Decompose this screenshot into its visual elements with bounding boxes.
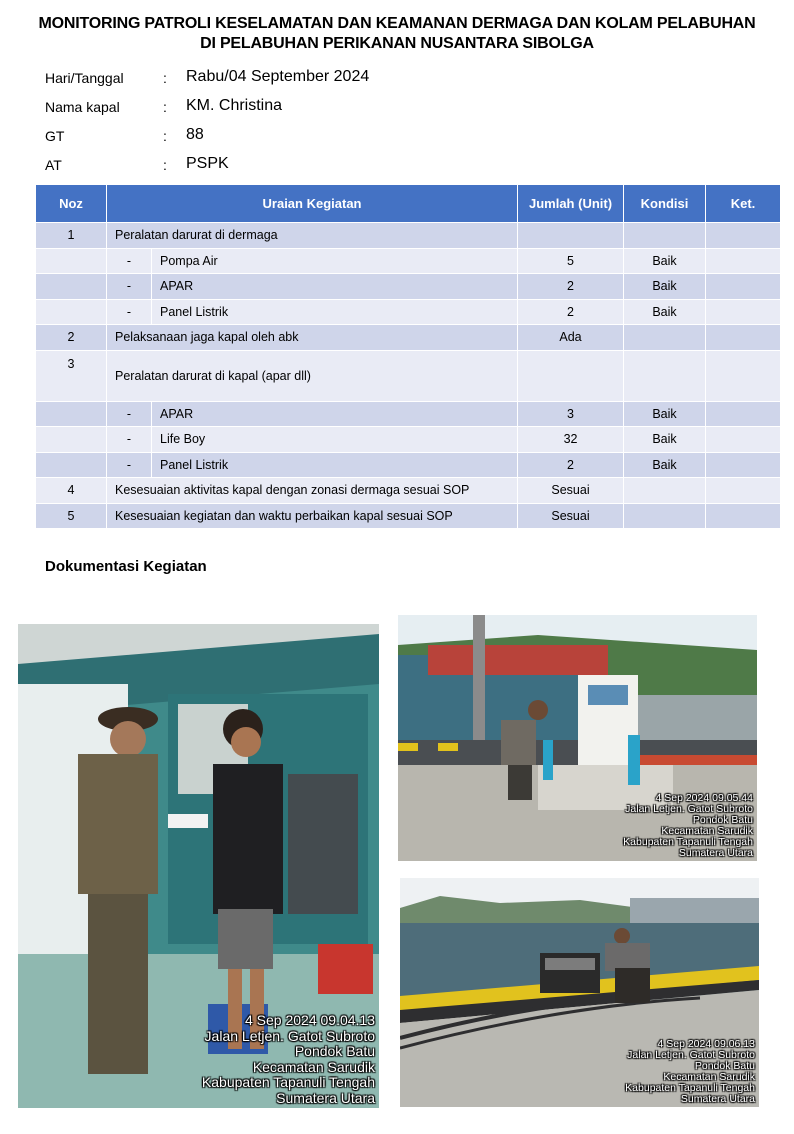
cell-kondisi: Baik: [624, 452, 706, 478]
cell-dash: -: [107, 274, 152, 300]
stamp-line: Jalan Letjen. Gatot Subroto: [627, 1049, 755, 1061]
cell-dash: -: [107, 401, 152, 427]
info-colon: :: [163, 128, 167, 144]
table-row: [36, 248, 781, 274]
cell-dash: -: [107, 452, 152, 478]
title-line-2: DI PELABUHAN PERIKANAN NUSANTARA SIBOLGA: [200, 35, 594, 52]
cell-ket: [706, 274, 781, 300]
cell-no: 4: [36, 478, 107, 504]
stamp-line: Pondok Batu: [692, 814, 753, 826]
header-kondisi: Kondisi: [624, 185, 706, 223]
cell-jumlah: Sesuai: [518, 478, 624, 504]
table-row: [36, 427, 781, 453]
info-value: PSPK: [186, 155, 229, 172]
photo-stamp: [625, 1039, 755, 1105]
cell-ket: [706, 401, 781, 427]
info-value: Rabu/04 September 2024: [186, 68, 370, 85]
header-ket: Ket.: [706, 185, 781, 223]
cell-kondisi: [624, 223, 706, 249]
cell-no: 3: [36, 350, 107, 401]
cell-ket: [706, 478, 781, 504]
cell-item: APAR: [152, 274, 518, 300]
info-colon: :: [163, 99, 167, 115]
stamp-line: Sumatera Utara: [680, 1093, 755, 1105]
stamp-line: 4 Sep 2024 09.04.13: [244, 1012, 375, 1028]
cell-ket: [706, 325, 781, 351]
info-value: 88: [186, 126, 204, 143]
cell-kondisi: Baik: [624, 274, 706, 300]
table-row: [36, 299, 781, 325]
cell-jumlah: 2: [518, 299, 624, 325]
cell-ket: [706, 248, 781, 274]
pump-photo: [398, 615, 757, 861]
cell-ket: [706, 503, 781, 529]
cell-no: 1: [36, 223, 107, 249]
header-jumlah: Jumlah (Unit): [518, 185, 624, 223]
info-colon: :: [163, 157, 167, 173]
cell-item: Peralatan darurat di kapal (apar dll): [107, 350, 518, 401]
cell-jumlah: 32: [518, 427, 624, 453]
cell-ket: [706, 223, 781, 249]
cell-kondisi: Baik: [624, 248, 706, 274]
info-colon: :: [163, 70, 167, 86]
cell-item: Kesesuaian kegiatan dan waktu perbaikan kapal sesuai SOP: [107, 503, 518, 529]
stamp-line: Kabupaten Tapanuli Tengah: [201, 1074, 375, 1090]
info-row-at: [45, 153, 445, 182]
table-row: [36, 325, 781, 351]
cell-jumlah: 2: [518, 274, 624, 300]
cell-no: [36, 248, 107, 274]
cell-kondisi: [624, 325, 706, 351]
info-value: KM. Christina: [186, 97, 283, 114]
stamp-line: Jalan Letjen. Gatot Subroto: [204, 1027, 375, 1044]
cell-kondisi: Baik: [624, 299, 706, 325]
cell-jumlah: Ada: [518, 325, 624, 351]
table-row: [36, 350, 781, 401]
stamp-line: Sumatera Utara: [276, 1089, 375, 1106]
cell-kondisi: Baik: [624, 427, 706, 453]
table-row: [36, 503, 781, 529]
cell-kondisi: [624, 350, 706, 401]
header-no: Noz: [36, 185, 107, 223]
inspection-photo: [18, 624, 379, 1108]
cell-jumlah: [518, 350, 624, 401]
table-row: [36, 478, 781, 504]
stamp-line: Kecamatan Sarudik: [252, 1058, 375, 1075]
photo-stamp: [623, 793, 753, 859]
cell-dash: -: [107, 427, 152, 453]
cell-jumlah: Sesuai: [518, 503, 624, 529]
activity-table: [35, 184, 781, 529]
cell-no: [36, 452, 107, 478]
info-label: Nama kapal: [45, 99, 120, 115]
cell-ket: [706, 299, 781, 325]
title-line-1: MONITORING PATROLI KESELAMATAN DAN KEAMANAN DERMAGA DAN KOLAM PELABUHAN: [38, 15, 756, 32]
cell-no: [36, 274, 107, 300]
cell-ket: [706, 452, 781, 478]
cell-kondisi: [624, 503, 706, 529]
cell-jumlah: [518, 223, 624, 249]
stamp-line: Pondok Batu: [294, 1043, 375, 1059]
stamp-line: Sumatera Utara: [678, 847, 753, 859]
cell-jumlah: 3: [518, 401, 624, 427]
cell-no: [36, 427, 107, 453]
header-uraian: Uraian Kegiatan: [107, 185, 518, 223]
cell-dash: -: [107, 299, 152, 325]
cell-item: Panel Listrik: [152, 299, 518, 325]
stamp-line: 4 Sep 2024 09.05.44: [655, 792, 753, 804]
cell-item: Pompa Air: [152, 248, 518, 274]
cell-kondisi: Baik: [624, 401, 706, 427]
stamp-line: 4 Sep 2024 09.06.13: [657, 1038, 755, 1050]
cell-kondisi: [624, 478, 706, 504]
cell-no: [36, 401, 107, 427]
cell-no: 2: [36, 325, 107, 351]
photo-stamp: [202, 1013, 375, 1106]
table-row: [36, 274, 781, 300]
stamp-line: Jalan Letjen. Gatot Subroto: [625, 803, 753, 815]
stamp-line: Kecamatan Sarudik: [663, 1071, 755, 1083]
info-row-ship: [45, 95, 445, 124]
cell-no: [36, 299, 107, 325]
panel-photo: [400, 878, 759, 1107]
table-row: [36, 223, 781, 249]
cell-jumlah: 2: [518, 452, 624, 478]
stamp-line: Kecamatan Sarudik: [661, 825, 753, 837]
cell-item: Kesesuaian aktivitas kapal dengan zonasi dermaga sesuai SOP: [107, 478, 518, 504]
cell-ket: [706, 350, 781, 401]
info-label: GT: [45, 128, 65, 144]
cell-dash: -: [107, 248, 152, 274]
document-title: [0, 14, 794, 54]
cell-ket: [706, 427, 781, 453]
stamp-line: Pondok Batu: [694, 1060, 755, 1072]
cell-no: 5: [36, 503, 107, 529]
stamp-line: Kabupaten Tapanuli Tengah: [623, 836, 753, 848]
cell-item: Life Boy: [152, 427, 518, 453]
documentation-heading: Dokumentasi Kegiatan: [45, 558, 207, 575]
cell-item: APAR: [152, 401, 518, 427]
info-label: Hari/Tanggal: [45, 70, 124, 86]
info-label: AT: [45, 157, 62, 173]
cell-item: Peralatan darurat di dermaga: [107, 223, 518, 249]
info-row-date: [45, 66, 445, 95]
table-header-row: [36, 185, 781, 223]
table-row: [36, 401, 781, 427]
cell-jumlah: 5: [518, 248, 624, 274]
stamp-line: Kabupaten Tapanuli Tengah: [625, 1082, 755, 1094]
info-row-gt: [45, 124, 445, 153]
cell-item: Pelaksanaan jaga kapal oleh abk: [107, 325, 518, 351]
cell-item: Panel Listrik: [152, 452, 518, 478]
table-row: [36, 452, 781, 478]
